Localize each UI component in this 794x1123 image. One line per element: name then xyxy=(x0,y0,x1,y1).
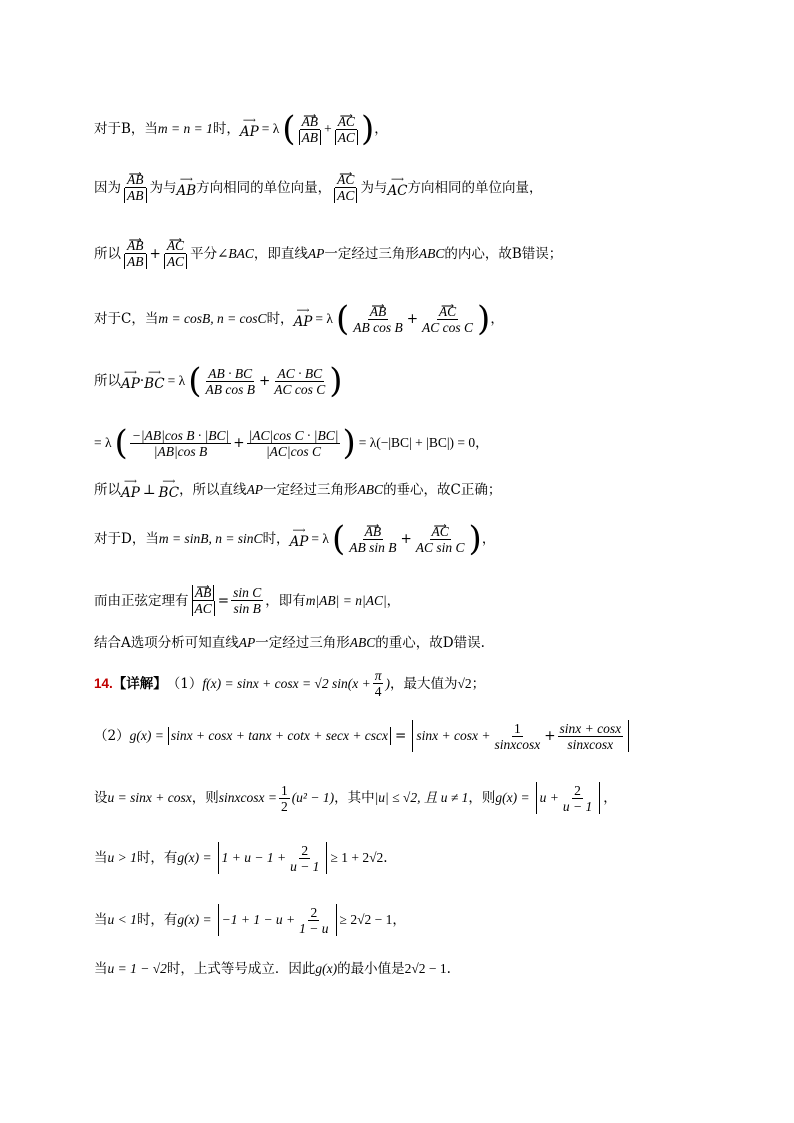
dot: · xyxy=(139,373,145,389)
text: 对于D，当 xyxy=(94,531,159,547)
math: m|AB| = n|AC| xyxy=(305,592,387,608)
math: g(x) = xyxy=(495,790,530,805)
solution-line-7 xyxy=(94,478,501,502)
abs-expression: sinx + cosx + tanx + cotx + secx + cscx xyxy=(168,727,391,745)
solution-line-5 xyxy=(94,361,343,401)
math: ) xyxy=(385,675,390,691)
math: (u² − 1) xyxy=(291,790,335,805)
fraction: ⟶ $\frac{AB}{AB}$ xyxy=(298,114,323,145)
paren-open: ( xyxy=(331,519,346,559)
fraction: ⟶ $\frac{AC}{AC}$ xyxy=(334,114,359,145)
text: 当 xyxy=(94,961,108,977)
text: 时，上式等号成立．因此 xyxy=(166,961,316,977)
fraction: ⟶ $\frac{AB}{AB}$ xyxy=(123,172,148,203)
math: AP xyxy=(238,635,256,650)
paren-close: ) xyxy=(468,519,482,559)
paren-close: ) xyxy=(477,299,491,339)
text: 的重心，故D错误. xyxy=(375,635,485,651)
text: ， xyxy=(374,121,388,137)
text: ，即直线 xyxy=(253,245,308,262)
math: = λ xyxy=(261,121,280,136)
solution-line-16 xyxy=(94,960,451,978)
plus: + xyxy=(258,373,271,389)
math: u > 1 xyxy=(107,850,137,865)
math: u + xyxy=(539,790,559,805)
text: ，其中 xyxy=(334,790,375,806)
math: u < 1 xyxy=(107,912,137,927)
plus: + xyxy=(406,311,419,327)
solution-line-1 xyxy=(94,109,388,149)
math: AP xyxy=(307,245,325,261)
text: 所以 xyxy=(94,482,121,498)
paren-open: ( xyxy=(282,109,296,149)
fraction: $\frac{\text{|AC|cos C · |BC|}}{\text{|AC|cos C}}$ xyxy=(248,427,339,459)
math: 2√2 − 1 xyxy=(404,961,447,976)
fraction: ⟶ $\frac{AC}{AC}$ xyxy=(163,238,188,269)
text: 对于B，当 xyxy=(94,121,158,137)
question-number: 14. xyxy=(94,675,113,691)
math: = λ xyxy=(315,311,333,326)
text: ， xyxy=(490,311,504,327)
text: 方向相同的单位向量， xyxy=(196,179,332,196)
text: 因为 xyxy=(94,179,121,196)
text: 时，有 xyxy=(136,850,178,866)
text: ，则 xyxy=(191,790,219,806)
abs-open xyxy=(536,782,537,814)
math: BAC xyxy=(228,245,254,261)
detail-tag: 【详解】 xyxy=(112,675,167,691)
math: ABC xyxy=(418,245,445,261)
math: = λ xyxy=(167,373,186,388)
paren-close: ) xyxy=(329,361,343,401)
vector: ⟶ AP xyxy=(290,527,309,551)
fraction: $\frac{2}{1 - u}$ xyxy=(299,904,329,936)
abs-open xyxy=(218,904,219,936)
solution-line-2 xyxy=(94,172,543,203)
part-label: （2） xyxy=(94,728,130,744)
paren-close: ) xyxy=(342,423,356,463)
math: ≥ 2√2 − 1 xyxy=(339,912,393,927)
fraction: $\frac{2}{u - 1}$ xyxy=(562,782,593,814)
text: . xyxy=(383,850,388,866)
vector: ⟶ BC xyxy=(144,369,165,393)
math: AP xyxy=(246,482,264,497)
text: ，所以直线 xyxy=(179,482,247,498)
solution-line-9 xyxy=(94,585,400,616)
text: ， xyxy=(475,435,489,451)
solution-line-13 xyxy=(94,782,617,814)
abs-close xyxy=(628,720,629,752)
math: ABC xyxy=(357,482,384,497)
math: = λ xyxy=(311,531,329,546)
abs-open xyxy=(412,720,413,752)
text: 方向相同的单位向量， xyxy=(407,179,543,196)
solution-line-6 xyxy=(94,423,489,463)
text: 而由正弦定理有 xyxy=(94,592,189,609)
plus: + xyxy=(400,531,412,547)
math: = λ xyxy=(94,435,112,450)
fraction: ⟶ $\frac{AB}{\text{AB cos B}}$ xyxy=(351,304,405,335)
text: ， xyxy=(481,531,496,547)
math: g(x) = xyxy=(129,728,164,743)
math: g(x) = xyxy=(177,850,212,865)
text: 当 xyxy=(94,850,108,866)
vector: ⟶ AP xyxy=(121,369,140,393)
vector: ⟶ AP xyxy=(240,117,259,141)
text: 为与 xyxy=(149,179,177,196)
fraction: $\frac{\text{−|AB|cos B · |BC|}}{\text{|AB|cos B}}$ xyxy=(131,427,230,459)
text: 当 xyxy=(94,912,108,928)
solution-line-3 xyxy=(94,238,562,269)
math: = xyxy=(395,728,407,744)
solution-line-15 xyxy=(94,904,406,936)
vector: ⟶ AP xyxy=(121,478,140,502)
math: m = cosB, n = cosC xyxy=(158,311,267,326)
text: 所以 xyxy=(94,245,121,262)
perp: ⊥ xyxy=(142,482,156,498)
question-14-line xyxy=(94,668,485,699)
math: |u| ≤ √2, 且 u ≠ 1 xyxy=(374,790,469,805)
text: 结合A选项分析可知直线 xyxy=(94,635,239,651)
abs-open xyxy=(218,842,219,874)
vector: ⟶ AP xyxy=(294,307,313,331)
solution-line-12 xyxy=(94,720,632,752)
text: 设 xyxy=(94,790,108,806)
math: m = sinB, n = sinC xyxy=(158,531,263,546)
math: sinxcosx = xyxy=(218,790,277,805)
paren-open: ( xyxy=(114,423,128,463)
solution-line-8 xyxy=(94,519,496,559)
text: 所以 xyxy=(94,373,121,389)
math: u = sinx + cosx xyxy=(107,790,192,805)
fraction: ⟶ $\frac{AB}{\text{AB sin B}}$ xyxy=(347,524,398,555)
math: = λ(−|BC| + |BC|) = 0 xyxy=(358,435,476,450)
text: ， xyxy=(603,790,617,806)
math: ≥ 1 + 2√2 xyxy=(330,850,384,865)
solution-line-14 xyxy=(94,842,388,874)
fraction: $\frac{AC \cdot BC}{\text{AC cos C}}$ xyxy=(274,365,326,397)
text: 平分∠ xyxy=(190,245,229,262)
fraction: $\frac{2}{u - 1}$ xyxy=(290,842,320,874)
text: ，则 xyxy=(468,790,496,806)
abs-close xyxy=(599,782,600,814)
text: ，最大值为 xyxy=(389,675,458,692)
text: 的最小值是 xyxy=(337,961,405,977)
text: ，即有 xyxy=(265,592,306,609)
fraction: $\frac{1}{\text{sinxcosx}}$ xyxy=(494,720,541,752)
text: 对于C，当 xyxy=(94,311,159,327)
math: sinx + cosx + xyxy=(416,728,491,743)
fraction: ⟶ $\frac{AC}{AC}$ xyxy=(333,172,358,203)
abs-close xyxy=(326,842,327,874)
fraction: $\frac{\sin x + \cos x}{\text{sinxcosx}}$ xyxy=(559,720,622,752)
text: ， xyxy=(386,592,401,609)
text: 时， xyxy=(266,311,294,327)
fraction: $\frac{\text{sin C}}{\text{sin B}}$ xyxy=(233,585,262,616)
text: 时，有 xyxy=(136,912,178,928)
math: g(x) = xyxy=(177,912,212,927)
text: 的垂心，故C正确； xyxy=(383,482,502,498)
fraction: ⟶ $\frac{AB}{AB}$ xyxy=(123,238,148,269)
math: √2 xyxy=(457,675,472,691)
plus: + xyxy=(544,728,556,744)
math: f(x) = sinx + cosx = √2 sin(x + xyxy=(202,675,371,691)
fraction: ⟶ $\frac{AC}{\text{AC sin C}}$ xyxy=(414,524,467,555)
fraction: $\frac{AB \cdot BC}{\text{AB cos B}}$ xyxy=(205,365,255,397)
math: −1 + 1 − u + xyxy=(221,912,296,927)
vector: ⟶ AC xyxy=(387,176,407,200)
math: g(x) xyxy=(315,961,338,976)
math: ABC xyxy=(349,635,376,650)
math: = xyxy=(217,592,230,609)
vector: ⟶ AB xyxy=(177,176,197,200)
math: m = n = 1 xyxy=(157,121,213,136)
text: 一定经过三角形 xyxy=(324,245,419,262)
solution-line-4 xyxy=(94,299,504,339)
plus: + xyxy=(149,245,161,262)
fraction: $\frac{1}{2}$ xyxy=(280,782,288,814)
text: 一定经过三角形 xyxy=(255,635,350,651)
text: 时， xyxy=(262,531,290,547)
math: 1 + u − 1 + xyxy=(221,850,287,865)
text: 一定经过三角形 xyxy=(263,482,358,498)
math: u = 1 − √2 xyxy=(107,961,167,976)
text: ； xyxy=(471,675,486,692)
text: 的内心，故B错误； xyxy=(444,245,563,262)
abs-close xyxy=(336,904,337,936)
solution-line-10 xyxy=(94,634,485,652)
part-label: （1） xyxy=(166,675,203,692)
fraction: $\frac{\pi}{4}$ xyxy=(374,668,382,699)
text: . xyxy=(446,961,451,977)
paren-open: ( xyxy=(188,361,202,401)
paren-open: ( xyxy=(335,299,350,339)
text: 时， xyxy=(212,121,240,137)
vector: ⟶ BC xyxy=(159,478,180,502)
fraction: ⟶ $\frac{AB}{AC}$ xyxy=(191,585,216,616)
fraction: ⟶ $\frac{AC}{\text{AC cos C}}$ xyxy=(420,304,475,335)
plus: + xyxy=(233,435,245,451)
text: 为与 xyxy=(360,179,388,196)
paren-close: ) xyxy=(360,109,375,149)
text: ， xyxy=(392,912,406,928)
plus: + xyxy=(324,121,332,136)
